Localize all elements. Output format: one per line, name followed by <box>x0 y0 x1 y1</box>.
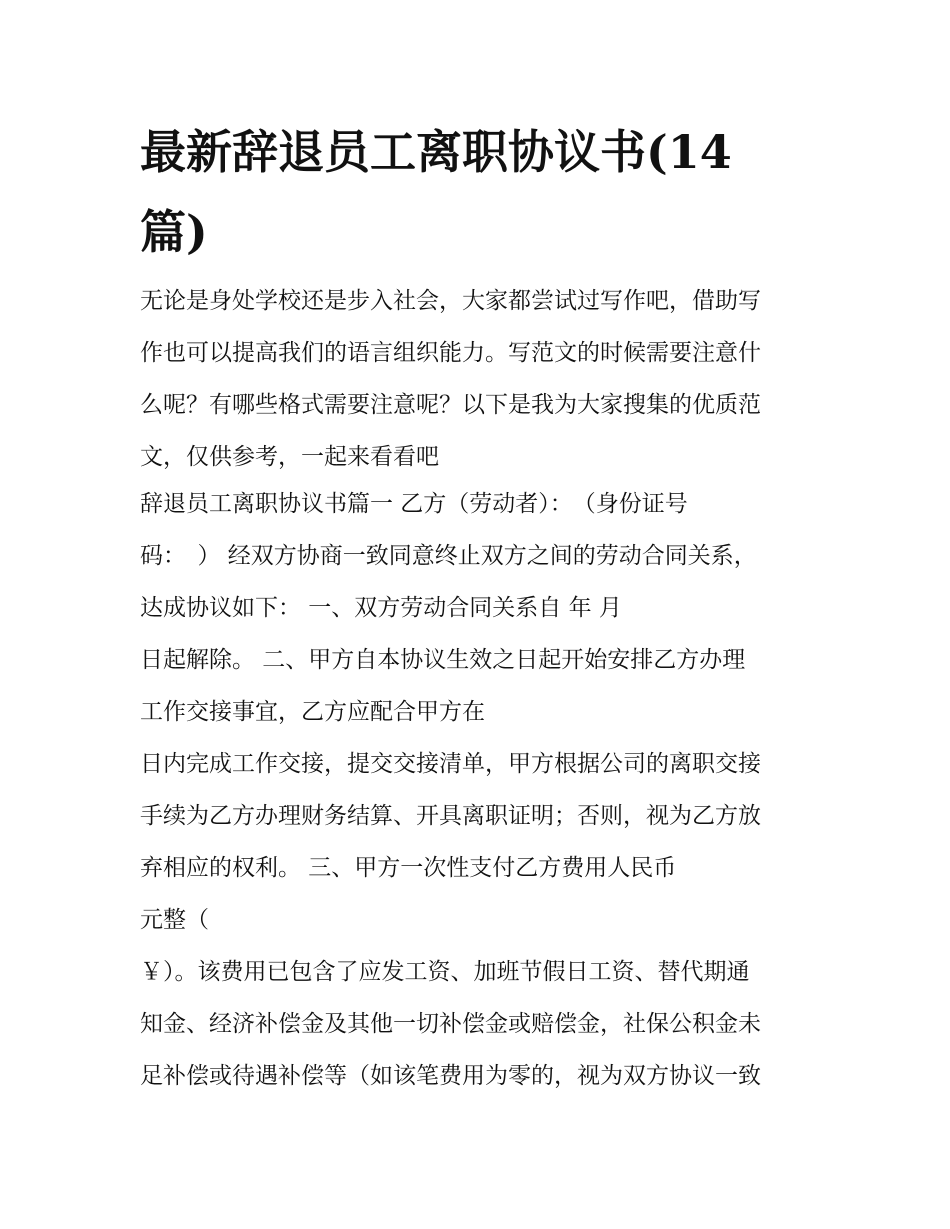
text-line: 码： ） 经双方协商一致同意终止双方之间的劳动合同关系， <box>140 543 757 569</box>
text-line: 达成协议如下： 一、双方劳动合同关系自 年 月 <box>140 595 622 621</box>
text-line: 元整（ <box>140 907 209 933</box>
text-line: 辞退员工离职协议书篇一 乙方（劳动者）： （身份证号 <box>140 491 688 517</box>
text-line: 文，仅供参考，一起来看看吧 <box>140 444 439 470</box>
agreement-body <box>140 478 830 1102</box>
document-title <box>140 112 820 272</box>
text-line: 工作交接事宜，乙方应配合甲方在 <box>140 699 485 725</box>
text-line: 无论是身处学校还是步入社会，大家都尝试过写作吧，借助写 <box>140 288 761 314</box>
intro-paragraph <box>140 275 830 483</box>
text-line: 弃相应的权利。 三、甲方一次性支付乙方费用人民币 <box>140 855 677 881</box>
text-line: ￥）。该费用已包含了应发工资、加班节假日工资、替代期通 <box>140 959 750 985</box>
text-line: 日内完成工作交接，提交交接清单，甲方根据公司的离职交接 <box>140 751 761 777</box>
title-line: 篇) <box>140 205 208 259</box>
text-line: 手续为乙方办理财务结算、开具离职证明；否则，视为乙方放 <box>140 803 761 829</box>
text-line: 足补偿或待遇补偿等（如该笔费用为零的，视为双方协议一致 <box>140 1063 761 1089</box>
title-line: 最新辞退员工离职协议书(14 <box>140 125 732 179</box>
text-line: 日起解除。 二、甲方自本协议生效之日起开始安排乙方办理 <box>140 647 746 673</box>
text-line: 么呢？有哪些格式需要注意呢？以下是我为大家搜集的优质范 <box>140 392 761 418</box>
text-line: 作也可以提高我们的语言组织能力。写范文的时候需要注意什 <box>140 340 761 366</box>
text-line: 知金、经济补偿金及其他一切补偿金或赔偿金，社保公积金未 <box>140 1011 761 1037</box>
